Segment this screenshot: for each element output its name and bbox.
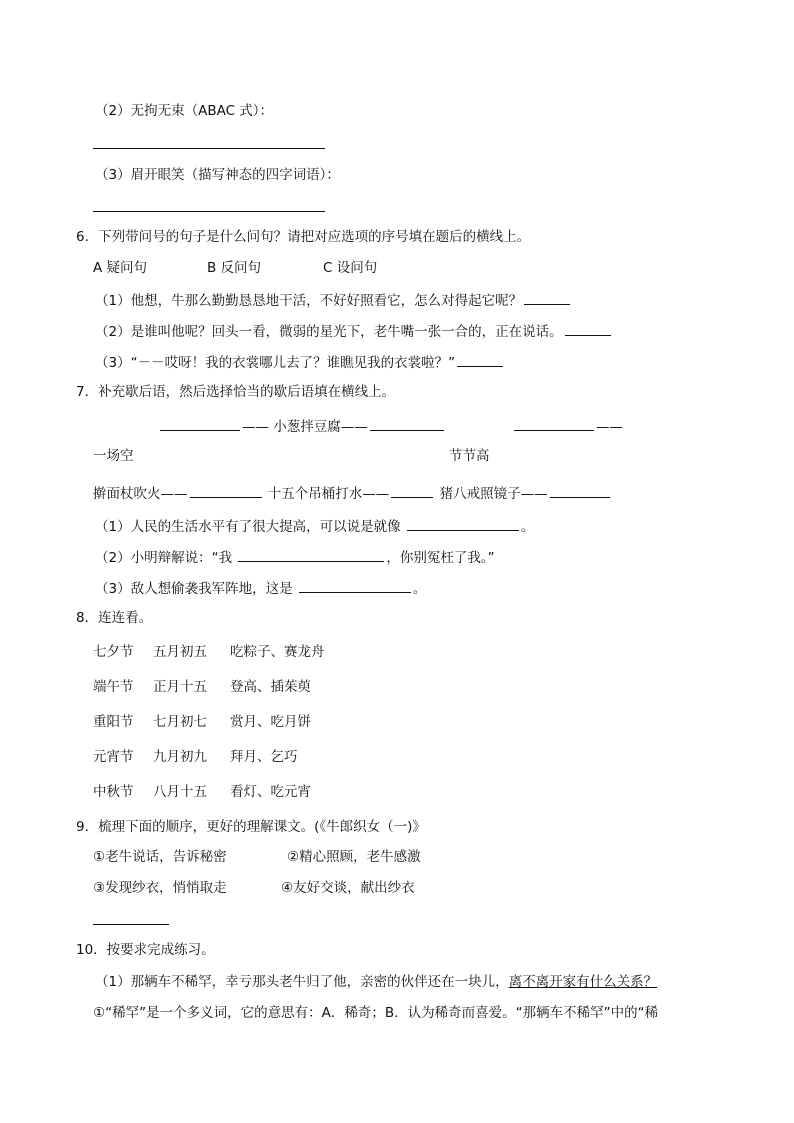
q7-sentence-1 <box>95 516 534 536</box>
q8-row-2-col-1[interactable]: 端午节 <box>93 679 134 695</box>
q8-row-1-col-1[interactable]: 七夕节 <box>93 644 134 660</box>
q7-sentence-2-end: ，你别冤枉了我。” <box>386 550 495 566</box>
q7-row3-blank-b[interactable] <box>391 483 433 498</box>
q8-row-2-col-2[interactable]: 正月十五 <box>153 679 207 695</box>
q7-row2-left: 一场空 <box>93 448 134 464</box>
q7-row3 <box>93 483 612 503</box>
q6-sentence-3-blank[interactable] <box>457 352 503 367</box>
q7-row3-c: 猪八戒照镜子—— <box>439 486 548 502</box>
q8-row-1-col-2[interactable]: 五月初五 <box>153 644 207 660</box>
q5-item3-answer-line[interactable] <box>93 211 325 212</box>
q6-sentence-2 <box>95 321 613 341</box>
q8-row-3-col-2[interactable]: 七月初七 <box>153 714 207 730</box>
q7-sentence-1-end: 。 <box>520 519 535 535</box>
q6-sentence-3 <box>95 352 505 372</box>
q7-row1-dash: —— <box>596 419 623 435</box>
q7-row1-right <box>512 416 623 436</box>
q6-sentence-2-text: （2）是谁叫他呢？回头一看，微弱的星光下，老牛嘴一张一合的，正在说话。 <box>95 324 563 340</box>
q8-row-5-col-3[interactable]: 看灯、吃元宵 <box>230 784 311 800</box>
q9-option-2: ②精心照顾，老牛感激 <box>287 849 421 865</box>
q8-row-4-col-3[interactable]: 拜月、乞巧 <box>230 749 298 765</box>
q8-row-3-col-1[interactable]: 重阳节 <box>93 714 134 730</box>
q6-sentence-1 <box>95 290 572 310</box>
q7-row3-blank-c[interactable] <box>550 483 610 498</box>
q8-row-5-col-1[interactable]: 中秋节 <box>93 784 134 800</box>
q8-row-4-col-2[interactable]: 九月初九 <box>153 749 207 765</box>
q7-sentence-3-blank[interactable] <box>299 578 411 593</box>
q9-option-1: ①老牛说话，告诉秘密 <box>93 849 227 865</box>
q7-row2-right: 节节高 <box>449 448 490 464</box>
q9-option-4: ④友好交谈，献出纱衣 <box>281 880 415 896</box>
q6-sentence-2-blank[interactable] <box>565 321 611 336</box>
q9-title: 9．梳理下面的顺序，更好的理解课文。(《牛郎织女（一)》 <box>76 819 426 835</box>
q10-sentence-1-text: （1）那辆车不稀罕，幸亏那头老牛归了他，亲密的伙伴还在一块儿， <box>95 974 509 990</box>
q8-row-4-col-1[interactable]: 元宵节 <box>93 749 134 765</box>
q9-answer-line[interactable] <box>93 924 169 925</box>
q6-sentence-1-blank[interactable] <box>524 290 570 305</box>
q6-title: 6．下列带问号的句子是什么问句？请把对应选项的序号填在题后的横线上。 <box>76 229 531 245</box>
q7-row1-blank-2[interactable] <box>370 416 444 431</box>
q8-row-2-col-3[interactable]: 登高、插茱萸 <box>230 679 311 695</box>
q10-subquestion-1: ①“稀罕”是一个多义词，它的意思有：A．稀奇；B．认为稀奇而喜爱。“那辆车不稀罕”中的“稀 <box>93 1005 659 1021</box>
q7-sentence-3 <box>95 578 426 598</box>
q5-item2-answer-line[interactable] <box>93 148 325 149</box>
q10-title: 10．按要求完成练习。 <box>76 942 215 958</box>
q7-row1 <box>158 416 446 436</box>
q6-option-b: B 反问句 <box>207 260 262 276</box>
q7-sentence-1-text: （1）人民的生活水平有了很大提高，可以说是就像 <box>95 519 401 535</box>
q8-title: 8．连连看。 <box>76 610 153 626</box>
q8-row-1-col-3[interactable]: 吃粽子、赛龙舟 <box>230 644 325 660</box>
q9-option-3: ③发现纱衣，悄悄取走 <box>93 880 227 896</box>
q8-row-3-col-3[interactable]: 赏月、吃月饼 <box>230 714 311 730</box>
q7-sentence-2 <box>95 547 495 567</box>
q7-row3-a: 擀面杖吹火—— <box>93 486 188 502</box>
q10-sentence-1-underlined: 离不离开家有什么关系？ <box>508 974 658 990</box>
q7-sentence-3-end: 。 <box>412 581 427 597</box>
q5-item2: （2）无拘无束（ABAC 式）： <box>95 103 274 119</box>
q7-row1-blank-1[interactable] <box>160 416 240 431</box>
q7-sentence-3-text: （3）敌人想偷袭我军阵地，这是 <box>95 581 293 597</box>
q6-option-a: A 疑问句 <box>93 260 148 276</box>
q7-row1-blank-3[interactable] <box>514 416 594 431</box>
q7-sentence-1-blank[interactable] <box>407 516 519 531</box>
q6-sentence-1-text: （1）他想，牛那么勤勤恳恳地干活，不好好照看它，怎么对得起它呢？ <box>95 293 523 309</box>
q6-option-c: C 设问句 <box>323 260 378 276</box>
q7-sentence-2-blank[interactable] <box>238 547 384 562</box>
q10-sentence-1 <box>95 973 657 991</box>
q7-sentence-2-text: （2）小明辩解说：“我 <box>95 550 233 566</box>
q7-title: 7．补充歇后语，然后选择恰当的歇后语填在横线上。 <box>76 384 396 400</box>
q7-row3-b: 十五个吊桶打水—— <box>267 486 390 502</box>
q8-row-5-col-2[interactable]: 八月十五 <box>153 784 207 800</box>
q6-sentence-3-text: （3）“－－哎呀！我的衣裳哪儿去了？谁瞧见我的衣裳啦？” <box>95 355 456 371</box>
q7-row3-blank-a[interactable] <box>190 483 262 498</box>
q7-row1-text: —— 小葱拌豆腐—— <box>242 419 368 435</box>
q5-item3: （3）眉开眼笑（描写神态的四字词语）： <box>95 167 340 183</box>
